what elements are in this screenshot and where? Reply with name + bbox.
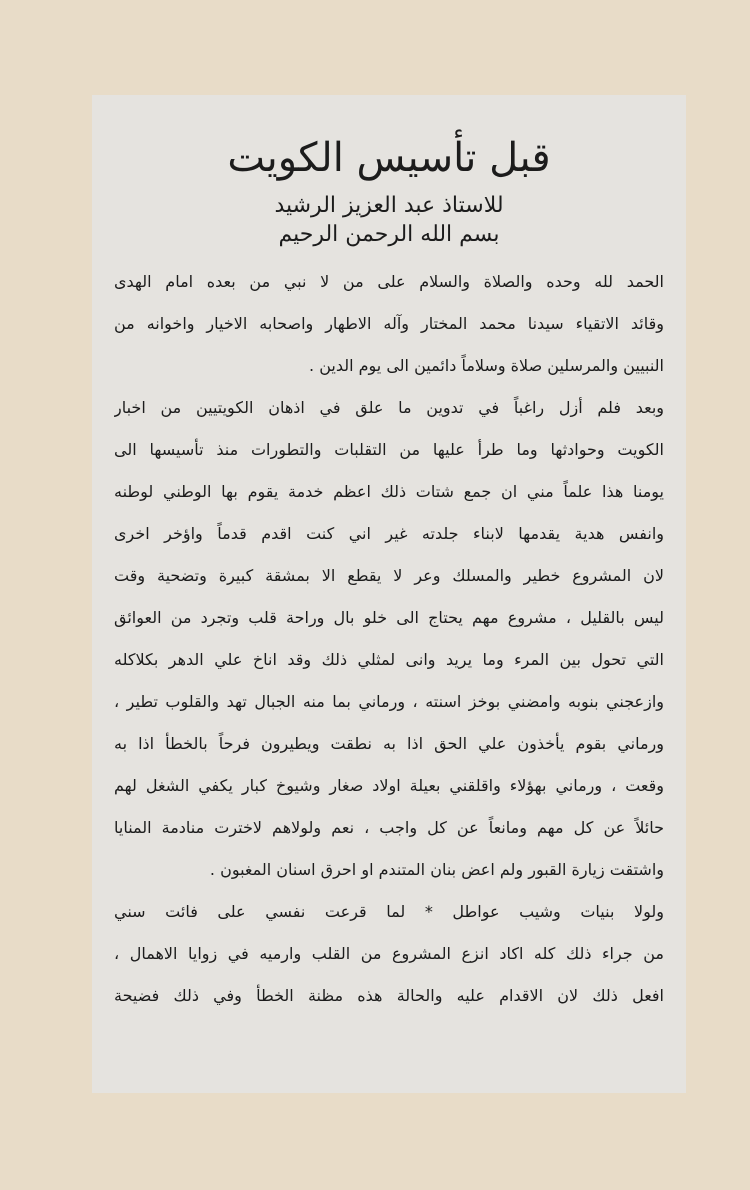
article-body — [114, 261, 664, 1017]
article-title: قبل تأسيس الكويت — [227, 135, 551, 181]
text-line: ورماني بقوم يأخذون علي الحق اذا به نطقت ويطيرون فرحاً بالخطأ اذا به — [114, 734, 664, 753]
text-line: يومنا هذا علماً مني ان جمع شتات ذلك اعظم خدمة يقوم بها الوطني لوطنه — [114, 482, 664, 501]
basmala: بسم الله الرحمن الرحيم — [278, 222, 500, 247]
text-line: من جراء ذلك كله اكاد انزع المشروع من القلب وارميه في زوايا الاهمال ، — [114, 944, 664, 963]
text-line: وانفس هدية يقدمها لابناء جلدته غير اني كنت اقدم قدماً واؤخر اخرى — [114, 524, 664, 543]
book-page — [92, 95, 686, 1093]
text-line: افعل ذلك لان الاقدام عليه والحالة هذه مظنة الخطأ وفي ذلك فضيحة — [114, 986, 664, 1005]
text-line: الكويت وحوادثها وما طرأ عليها من التقلبات والتطورات منذ تأسيسها الى — [114, 440, 664, 459]
text-line: التي تحول بين المرء وما يريد وانى لمثلي ذلك وقد اناخ علي الدهر بكلاكله — [114, 650, 664, 669]
text-line: وقائد الاتقياء سيدنا محمد المختار وآله الاطهار واصحابه الاخيار واخوانه من — [114, 314, 664, 333]
text-line: النبيين والمرسلين صلاة وسلاماً دائمين الى يوم الدين . — [309, 356, 664, 375]
text-line: لان المشروع خطير والمسلك وعر لا يقطع الا بمشقة كبيرة وتضحية وقت — [114, 566, 664, 585]
text-line: واشتقت زيارة القبور ولم اعض بنان المتندم او احرق اسنان المغبون . — [209, 860, 664, 879]
text-line: الحمد لله وحده والصلاة والسلام على من لا نبي من بعده امام الهدى — [114, 272, 664, 291]
text-line: حائلاً عن كل مهم ومانعاً عن كل واجب ، نعم ولولاهم لاخترت منادمة المنايا — [114, 818, 664, 837]
text-line: وقعت ، ورماني بهؤلاء واقلقني بعيلة اولاد صغار وشيوخ كبار يكفي الشغل لهم — [114, 776, 664, 795]
text-line: وازعجني بنوبه وامضني بوخز اسنته ، ورماني بما منه الجبال تهد والقلوب تطير ، — [114, 692, 664, 711]
text-line: وبعد فلم أزل راغباً في تدوين ما علق في اذهان الكويتيين من اخبار — [114, 398, 664, 417]
article-author: للاستاذ عبد العزيز الرشيد — [274, 193, 504, 218]
poetry-verse: ولولا بنيات وشيب عواطل * لما قرعت نفسي على فائت سني — [114, 902, 664, 921]
text-line: ليس بالقليل ، مشروع مهم يحتاج الى خلو بال وراحة قلب وتجرد من العوائق — [114, 608, 664, 627]
